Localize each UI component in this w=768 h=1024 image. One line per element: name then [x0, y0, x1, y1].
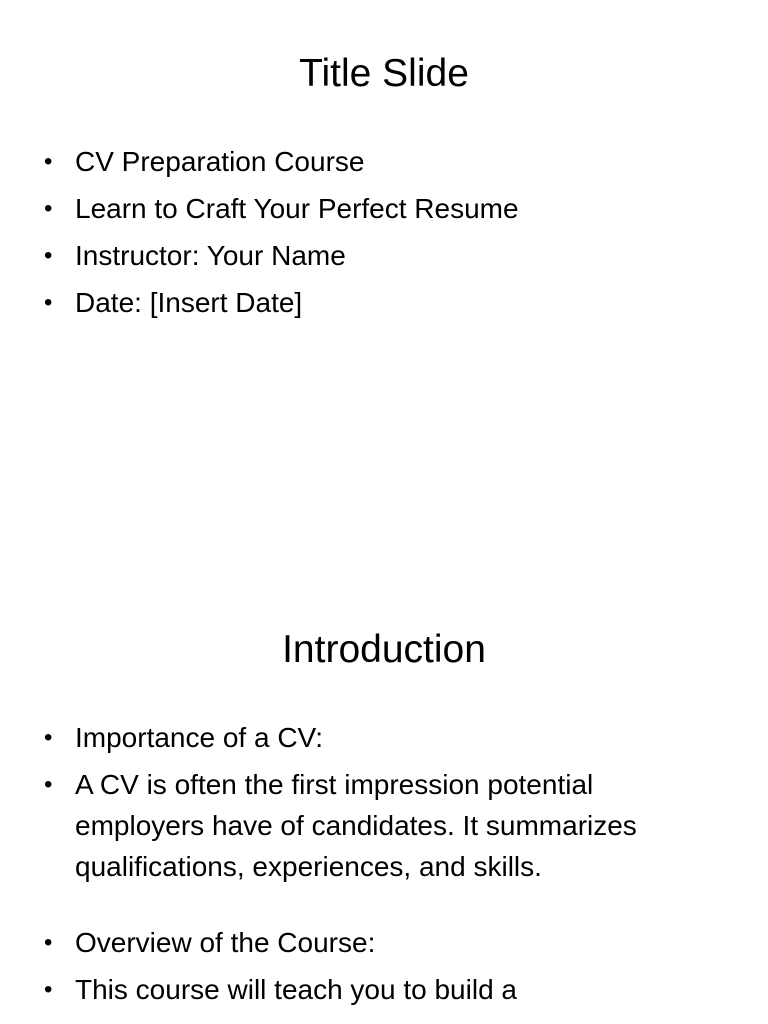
bullet-text: CV Preparation Course [75, 146, 365, 177]
slide-heading: Title Slide [299, 52, 469, 95]
bullet-icon: • [44, 929, 53, 956]
bullet-item [42, 764, 722, 887]
bullet-item [42, 717, 722, 758]
bullet-icon: • [44, 242, 53, 269]
bullet-item [42, 235, 722, 276]
bullet-icon: • [44, 771, 53, 798]
bullet-item [42, 188, 722, 229]
bullet-item [42, 969, 722, 1010]
bullet-item [42, 282, 722, 323]
bullet-text: Learn to Craft Your Perfect Resume [75, 193, 519, 224]
bullet-text: Overview of the Course: [75, 927, 376, 958]
bullet-icon: • [44, 195, 53, 222]
slide-introduction [0, 576, 768, 1024]
bullet-item [42, 922, 722, 963]
bullet-text: Importance of a CV: [75, 722, 323, 753]
slide-heading: Introduction [282, 628, 486, 671]
bullet-text: A CV is often the first impression potential employers have of candidates. It summarizes qualifications, experiences, and skills. [75, 769, 637, 882]
bullet-text: Instructor: Your Name [75, 240, 346, 271]
bullet-icon: • [44, 976, 53, 1003]
bullet-item [42, 141, 722, 182]
bullet-text: This course will teach you to build a [75, 974, 517, 1005]
bullet-icon: • [44, 289, 53, 316]
bullet-list [42, 141, 722, 329]
bullet-icon: • [44, 148, 53, 175]
bullet-list [42, 717, 722, 1016]
bullet-icon: • [44, 724, 53, 751]
bullet-text: Date: [Insert Date] [75, 287, 303, 318]
